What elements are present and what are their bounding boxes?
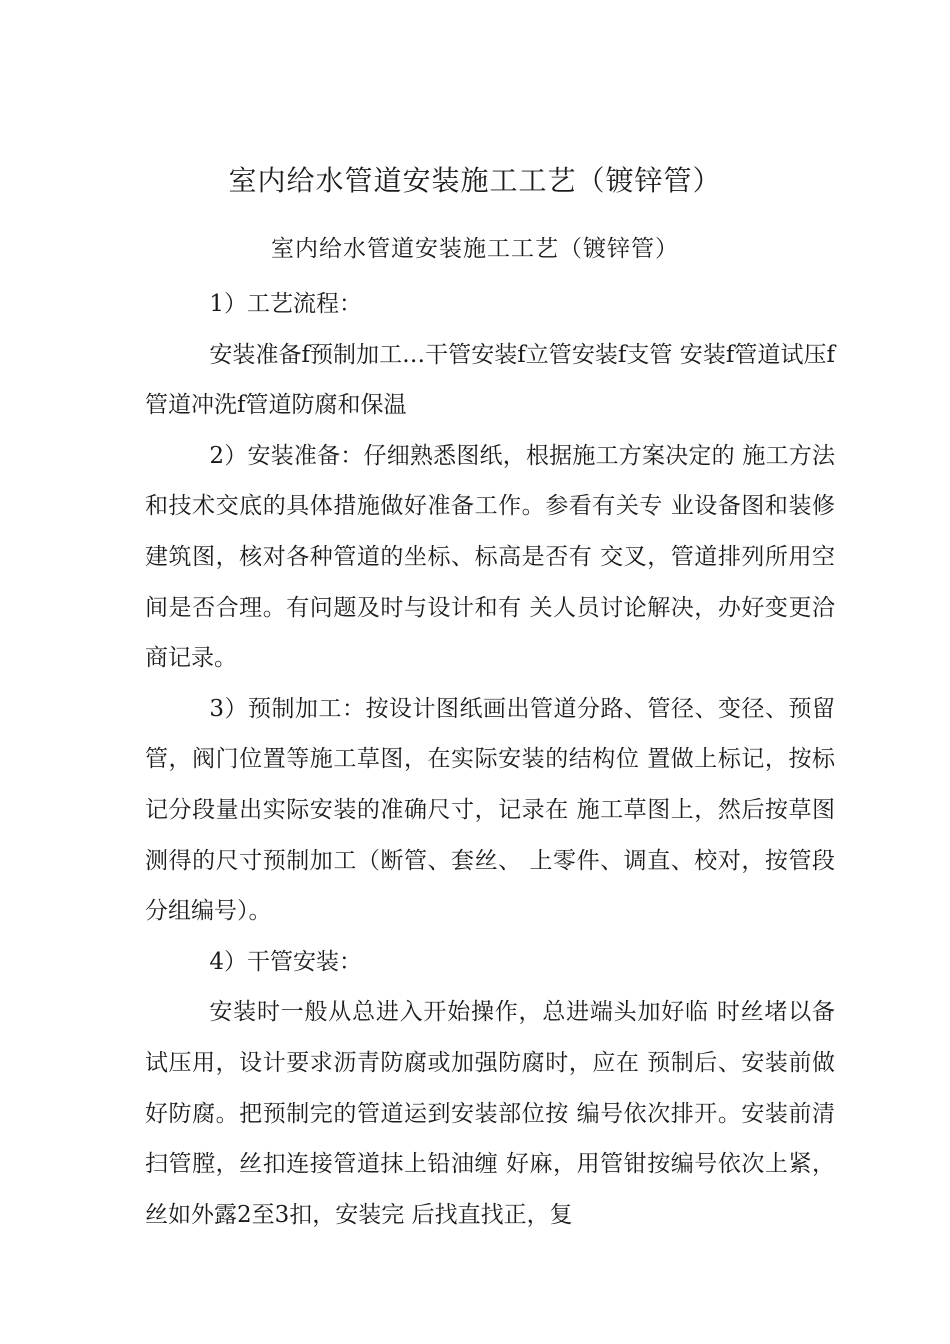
paragraph-main-pipe-installation: 安装时一般从总进入开始操作，总进端头加好临 时丝堵以备试压用，设计要求沥青防腐或加强防腐时，应在 预制后、安装前做好防腐。把预制完的管道运到安装部位按 编号依次排开。安装前清扫管膛，丝扣连接管道抹上铅油缠 好麻，用管钳按编号依次上紧，丝如外露2至3扣，安装完 后找直找正，复 xyxy=(145,999,835,1228)
paragraph-preparation: 2）安装准备：仔细熟悉图纸，根据施工方案决定的 施工方法和技术交底的具体措施做好准备工作。参看有关专 业设备图和装修建筑图，核对各种管道的坐标、标高是否有 交叉，管道排列所用空间是否合理。有问题及时与设计和有 关人员讨论解决，办好变更洽商记录。 xyxy=(145,442,835,672)
paragraph-process-flow: 安装准备f预制加工…干管安装f立管安装f支管 安装f管道试压f管道冲洗f管道防腐和保温 xyxy=(145,341,835,419)
paragraph-process-heading: 1）工艺流程： xyxy=(209,291,363,317)
document-title: 室内给水管道安装施工工艺（镀锌管） xyxy=(228,164,722,197)
paragraph-main-pipe-heading: 4）干管安装： xyxy=(209,948,363,975)
document-subtitle: 室内给水管道安装施工工艺（镀锌管） xyxy=(271,236,679,262)
document-body xyxy=(145,279,835,1240)
paragraph-prefabrication: 3）预制加工：按设计图纸画出管道分路、管径、变径、预留管，阀门位置等施工草图，在实际安装的结构位 置做上标记，按标记分段量出实际安装的准确尺寸，记录在 施工草图上，然后按草图测得的尺寸预制加工（断管、套丝、 上零件、调直、校对，按管段分组编号）。 xyxy=(145,695,835,925)
